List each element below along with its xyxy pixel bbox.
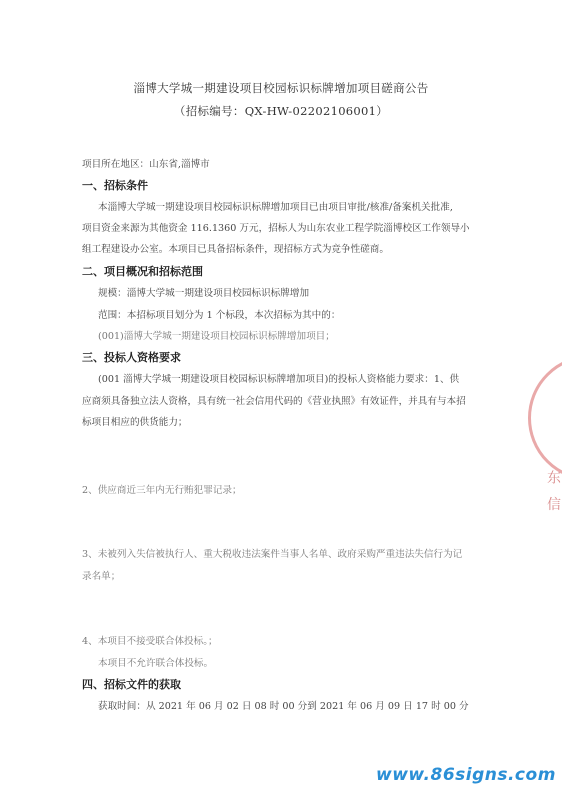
requirement-1-line: (001 淄博大学城一期建设项目校园标识标牌增加项目)的投标人资格能力要求：1、供 <box>98 374 460 385</box>
requirement-3-line: 3、未被列入失信被执行人、重大税收违法案件当事人名单、政府采购严重违法失信行为记 <box>82 549 463 560</box>
official-seal-text: 东 信 <box>545 470 561 515</box>
requirement-3-line: 录名单； <box>82 571 121 582</box>
project-scale: 规模：淄博大学城一期建设项目校园标识标牌增加 <box>98 288 310 299</box>
section-1-heading: 一、招标条件 <box>82 179 148 192</box>
section-1-line: 项目资金来源为其他资金 116.1360 万元，招标人为山东农业工程学院淄博校区工作领导小 <box>82 223 470 234</box>
project-location: 项目所在地区：山东省,淄博市 <box>82 159 210 170</box>
document-title: 淄博大学城一期建设项目校园标识标牌增加项目磋商公告 <box>133 81 429 95</box>
project-scope: 范围：本招标项目划分为 1 个标段，本次招标为其中的： <box>98 310 341 321</box>
tender-number: （招标编号：QX-HW-02202106001） <box>173 104 389 118</box>
official-seal <box>528 355 562 481</box>
requirement-1-line: 应商须具备独立法人资格，具有统一社会信用代码的《营业执照》有效证件，并具有与本招 <box>82 396 466 407</box>
section-2-heading: 二、项目概况和招标范围 <box>82 265 203 278</box>
site-watermark: www.86signs.com <box>376 765 556 785</box>
section-4-heading: 四、招标文件的获取 <box>82 678 181 691</box>
section-1-line: 组工程建设办公室。本项目已具备招标条件，现招标方式为竞争性磋商。 <box>82 244 389 255</box>
requirement-2: 2、供应商近三年内无行贿犯罪记录； <box>82 485 242 496</box>
project-lot: (001)淄博大学城一期建设项目校园标识标牌增加项目； <box>98 331 335 342</box>
section-3-heading: 三、投标人资格要求 <box>82 351 181 364</box>
requirement-4-note: 本项目不允许联合体投标。 <box>98 658 214 669</box>
acquisition-time: 获取时间：从 2021 年 06 月 02 日 08 时 00 分到 2021 年 06 月 09 日 17 时 00 分 <box>98 701 469 712</box>
requirement-4: 4、本项目不接受联合体投标。； <box>82 636 218 647</box>
section-1-line: 本淄博大学城一期建设项目校园标识标牌增加项目已由项目审批/核准/备案机关批准, <box>98 202 453 213</box>
requirement-1-line: 标项目相应的供货能力； <box>82 417 188 428</box>
